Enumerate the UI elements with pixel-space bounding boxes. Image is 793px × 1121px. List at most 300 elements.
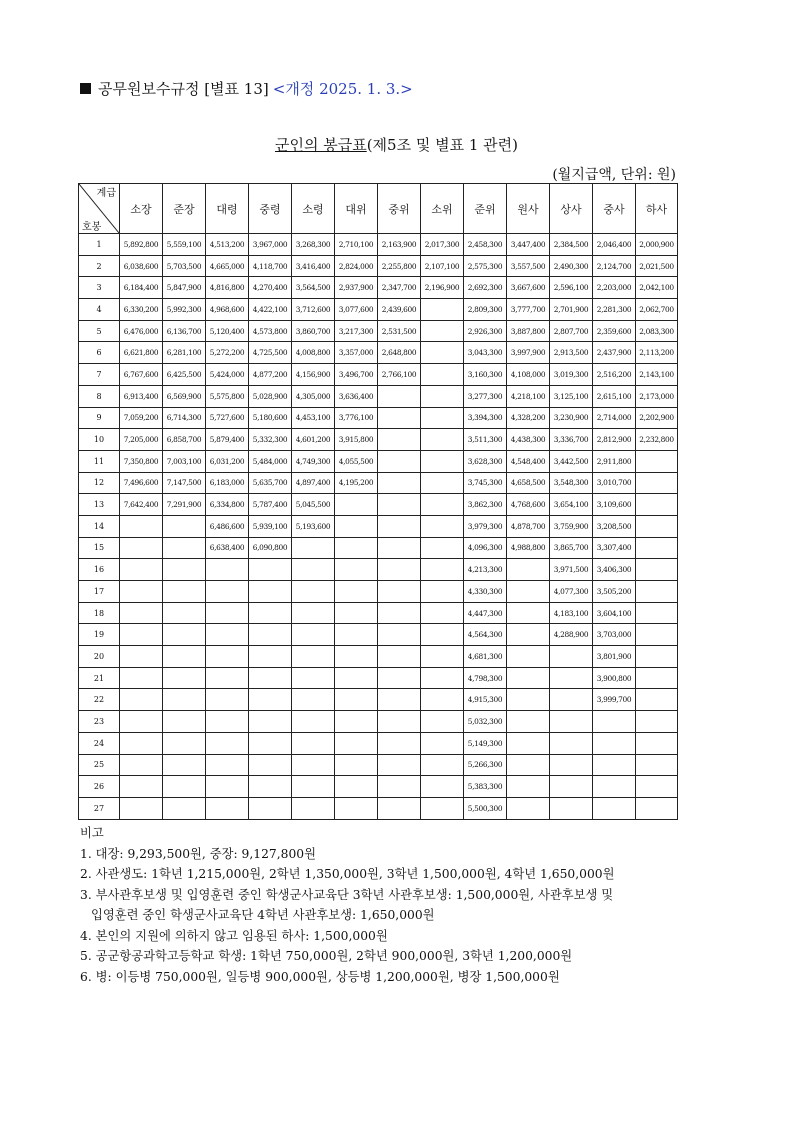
salary-cell xyxy=(120,732,163,754)
salary-cell: 3,208,500 xyxy=(593,515,636,537)
salary-cell: 4,183,100 xyxy=(550,602,593,624)
table-row xyxy=(79,537,678,559)
salary-cell xyxy=(550,689,593,711)
table-row xyxy=(79,581,678,603)
salary-cell xyxy=(421,494,464,516)
salary-cell: 2,531,500 xyxy=(378,320,421,342)
note-item-3-continued: 입영훈련 중인 학생군사교육단 4학년 사관후보생: 1,650,000원 xyxy=(91,908,435,922)
salary-cell xyxy=(378,797,421,819)
salary-cell xyxy=(636,450,678,472)
salary-cell: 2,458,300 xyxy=(464,234,507,256)
salary-cell: 5,424,000 xyxy=(206,364,249,386)
salary-cell: 4,156,900 xyxy=(292,364,335,386)
salary-cell: 7,496,600 xyxy=(120,472,163,494)
salary-cell: 7,291,900 xyxy=(163,494,206,516)
salary-cell xyxy=(421,689,464,711)
salary-cell: 2,596,100 xyxy=(550,277,593,299)
salary-cell xyxy=(120,515,163,537)
salary-cell xyxy=(636,711,678,733)
salary-cell xyxy=(636,754,678,776)
salary-cell: 5,266,300 xyxy=(464,754,507,776)
salary-cell: 6,334,800 xyxy=(206,494,249,516)
table-row xyxy=(79,689,678,711)
note-item-5: 5. 공군항공과학고등학교 학생: 1학년 750,000원, 2학년 900,000원, 3학년 1,200,000원 xyxy=(80,949,573,963)
salary-cell: 4,897,400 xyxy=(292,472,335,494)
salary-cell xyxy=(421,602,464,624)
salary-cell xyxy=(292,711,335,733)
table-row xyxy=(79,342,678,364)
step-cell: 15 xyxy=(79,537,120,559)
step-cell: 1 xyxy=(79,234,120,256)
salary-cell xyxy=(636,581,678,603)
salary-cell: 3,336,700 xyxy=(550,429,593,451)
step-cell: 27 xyxy=(79,797,120,819)
salary-cell: 5,992,300 xyxy=(163,299,206,321)
table-row xyxy=(79,711,678,733)
salary-cell xyxy=(378,515,421,537)
salary-cell: 4,270,400 xyxy=(249,277,292,299)
salary-cell: 3,160,300 xyxy=(464,364,507,386)
salary-cell: 3,667,600 xyxy=(507,277,550,299)
salary-cell xyxy=(249,602,292,624)
salary-cell: 4,681,300 xyxy=(464,646,507,668)
salary-cell: 3,406,300 xyxy=(593,559,636,581)
salary-cell: 3,759,900 xyxy=(550,515,593,537)
salary-cell: 3,712,600 xyxy=(292,299,335,321)
salary-cell xyxy=(636,624,678,646)
salary-cell xyxy=(507,732,550,754)
salary-cell xyxy=(206,624,249,646)
salary-cell xyxy=(335,646,378,668)
table-row xyxy=(79,776,678,798)
unit-note: (월지급액, 단위: 원) xyxy=(552,167,676,183)
salary-cell xyxy=(292,646,335,668)
salary-cell xyxy=(163,602,206,624)
salary-cell xyxy=(550,646,593,668)
step-cell: 2 xyxy=(79,255,120,277)
step-cell: 14 xyxy=(79,515,120,537)
salary-cell: 2,173,000 xyxy=(636,385,678,407)
salary-cell: 3,887,800 xyxy=(507,320,550,342)
salary-cell xyxy=(550,797,593,819)
salary-cell: 6,476,000 xyxy=(120,320,163,342)
salary-cell: 4,453,100 xyxy=(292,407,335,429)
salary-cell xyxy=(335,494,378,516)
salary-cell xyxy=(636,776,678,798)
salary-cell: 3,604,100 xyxy=(593,602,636,624)
table-row xyxy=(79,234,678,256)
black-square-icon xyxy=(80,83,91,94)
table-row xyxy=(79,602,678,624)
salary-cell xyxy=(206,581,249,603)
document-header xyxy=(80,78,413,99)
salary-cell: 3,217,300 xyxy=(335,320,378,342)
salary-cell xyxy=(335,754,378,776)
salary-cell: 2,062,700 xyxy=(636,299,678,321)
rank-header: 대위 xyxy=(335,184,378,234)
salary-cell xyxy=(507,797,550,819)
step-cell: 10 xyxy=(79,429,120,451)
salary-cell xyxy=(421,450,464,472)
salary-cell: 2,437,900 xyxy=(593,342,636,364)
salary-cell: 6,330,200 xyxy=(120,299,163,321)
salary-cell xyxy=(421,472,464,494)
salary-cell: 7,147,500 xyxy=(163,472,206,494)
salary-cell xyxy=(507,602,550,624)
salary-cell: 3,745,300 xyxy=(464,472,507,494)
salary-cell xyxy=(249,754,292,776)
salary-cell xyxy=(249,711,292,733)
salary-cell: 3,277,300 xyxy=(464,385,507,407)
rank-header: 중위 xyxy=(378,184,421,234)
salary-cell xyxy=(335,776,378,798)
note-item-1: 1. 대장: 9,293,500원, 중장: 9,127,800원 xyxy=(80,846,317,861)
salary-cell: 2,439,600 xyxy=(378,299,421,321)
salary-cell: 4,077,300 xyxy=(550,581,593,603)
table-row xyxy=(79,255,678,277)
salary-cell: 5,272,200 xyxy=(206,342,249,364)
salary-cell: 3,979,300 xyxy=(464,515,507,537)
salary-cell: 6,090,800 xyxy=(249,537,292,559)
step-cell: 17 xyxy=(79,581,120,603)
salary-cell: 2,255,800 xyxy=(378,255,421,277)
salary-cell xyxy=(163,646,206,668)
salary-cell: 2,824,000 xyxy=(335,255,378,277)
salary-cell: 5,120,400 xyxy=(206,320,249,342)
salary-cell xyxy=(120,537,163,559)
salary-cell: 2,766,100 xyxy=(378,364,421,386)
step-cell: 4 xyxy=(79,299,120,321)
salary-cell: 3,865,700 xyxy=(550,537,593,559)
salary-cell xyxy=(120,754,163,776)
salary-cell: 3,043,300 xyxy=(464,342,507,364)
notes-section xyxy=(80,823,614,987)
salary-cell xyxy=(636,646,678,668)
salary-cell: 6,136,700 xyxy=(163,320,206,342)
salary-cell: 4,213,300 xyxy=(464,559,507,581)
salary-cell: 2,913,500 xyxy=(550,342,593,364)
note-item-2: 2. 사관생도: 1학년 1,215,000원, 2학년 1,350,000원, 3학년 1,500,000원, 4학년 1,650,000원 xyxy=(80,867,615,881)
table-row xyxy=(79,429,678,451)
salary-cell xyxy=(421,624,464,646)
salary-cell: 7,350,800 xyxy=(120,450,163,472)
salary-cell: 2,648,800 xyxy=(378,342,421,364)
rank-header: 준장 xyxy=(163,184,206,234)
corner-rank-label: 계급 xyxy=(96,188,116,199)
rank-header: 하사 xyxy=(636,184,678,234)
salary-cell: 4,725,500 xyxy=(249,342,292,364)
salary-cell xyxy=(120,624,163,646)
salary-cell: 5,500,300 xyxy=(464,797,507,819)
salary-cell: 5,045,500 xyxy=(292,494,335,516)
salary-cell xyxy=(378,581,421,603)
salary-cell xyxy=(120,581,163,603)
salary-cell xyxy=(378,450,421,472)
salary-cell xyxy=(206,776,249,798)
salary-cell xyxy=(507,711,550,733)
salary-cell xyxy=(163,624,206,646)
salary-cell: 2,692,300 xyxy=(464,277,507,299)
salary-cell xyxy=(421,732,464,754)
notes-heading: 비고 xyxy=(80,826,104,840)
salary-cell: 3,654,100 xyxy=(550,494,593,516)
step-cell: 18 xyxy=(79,602,120,624)
salary-cell: 2,575,300 xyxy=(464,255,507,277)
salary-cell xyxy=(292,667,335,689)
salary-cell xyxy=(378,429,421,451)
salary-cell xyxy=(507,581,550,603)
salary-cell xyxy=(163,689,206,711)
salary-cell: 3,862,300 xyxy=(464,494,507,516)
salary-cell xyxy=(378,754,421,776)
pay-table xyxy=(78,183,678,820)
salary-cell xyxy=(206,646,249,668)
salary-cell xyxy=(163,667,206,689)
salary-cell: 3,777,700 xyxy=(507,299,550,321)
salary-cell: 2,911,800 xyxy=(593,450,636,472)
salary-cell xyxy=(421,776,464,798)
salary-cell xyxy=(421,667,464,689)
salary-cell xyxy=(378,602,421,624)
salary-cell: 6,621,800 xyxy=(120,342,163,364)
step-cell: 16 xyxy=(79,559,120,581)
salary-cell xyxy=(378,407,421,429)
table-title-suffix: (제5조 및 별표 1 관련) xyxy=(366,136,518,154)
table-row xyxy=(79,494,678,516)
salary-cell xyxy=(636,472,678,494)
salary-cell: 4,195,200 xyxy=(335,472,378,494)
salary-cell xyxy=(636,515,678,537)
salary-cell: 4,768,600 xyxy=(507,494,550,516)
table-row xyxy=(79,754,678,776)
salary-cell: 4,008,800 xyxy=(292,342,335,364)
salary-cell xyxy=(249,667,292,689)
salary-cell xyxy=(507,776,550,798)
salary-cell: 5,939,100 xyxy=(249,515,292,537)
salary-cell xyxy=(163,537,206,559)
salary-cell xyxy=(378,537,421,559)
salary-cell xyxy=(163,797,206,819)
salary-cell xyxy=(507,646,550,668)
salary-cell: 5,028,900 xyxy=(249,385,292,407)
salary-cell: 2,042,100 xyxy=(636,277,678,299)
salary-cell xyxy=(163,581,206,603)
salary-cell xyxy=(550,732,593,754)
salary-cell xyxy=(636,732,678,754)
salary-cell xyxy=(593,797,636,819)
salary-cell: 2,937,900 xyxy=(335,277,378,299)
note-item-4: 4. 본인의 지원에 의하지 않고 임용된 하사: 1,500,000원 xyxy=(80,928,388,943)
salary-cell xyxy=(507,667,550,689)
salary-cell: 7,642,400 xyxy=(120,494,163,516)
salary-cell: 2,202,900 xyxy=(636,407,678,429)
step-cell: 9 xyxy=(79,407,120,429)
step-cell: 5 xyxy=(79,320,120,342)
salary-cell: 2,000,900 xyxy=(636,234,678,256)
salary-cell: 3,628,300 xyxy=(464,450,507,472)
salary-cell xyxy=(120,711,163,733)
salary-cell xyxy=(507,689,550,711)
salary-cell xyxy=(120,602,163,624)
salary-cell: 2,714,000 xyxy=(593,407,636,429)
salary-cell: 4,601,200 xyxy=(292,429,335,451)
salary-cell xyxy=(163,754,206,776)
salary-cell: 2,809,300 xyxy=(464,299,507,321)
salary-cell: 4,816,800 xyxy=(206,277,249,299)
salary-cell: 2,281,300 xyxy=(593,299,636,321)
salary-cell: 5,635,700 xyxy=(249,472,292,494)
salary-cell: 5,149,300 xyxy=(464,732,507,754)
salary-cell xyxy=(292,559,335,581)
salary-cell: 4,915,300 xyxy=(464,689,507,711)
salary-cell xyxy=(120,667,163,689)
salary-cell: 4,288,900 xyxy=(550,624,593,646)
salary-cell xyxy=(292,754,335,776)
salary-cell xyxy=(421,342,464,364)
salary-cell: 2,083,300 xyxy=(636,320,678,342)
salary-cell: 5,180,600 xyxy=(249,407,292,429)
salary-cell: 2,490,300 xyxy=(550,255,593,277)
table-row xyxy=(79,320,678,342)
salary-cell: 3,703,000 xyxy=(593,624,636,646)
salary-cell xyxy=(378,472,421,494)
salary-cell xyxy=(206,667,249,689)
salary-cell: 5,847,900 xyxy=(163,277,206,299)
salary-cell xyxy=(206,797,249,819)
salary-cell xyxy=(120,559,163,581)
salary-cell xyxy=(550,667,593,689)
salary-cell xyxy=(378,776,421,798)
step-cell: 12 xyxy=(79,472,120,494)
step-cell: 26 xyxy=(79,776,120,798)
salary-cell: 3,900,800 xyxy=(593,667,636,689)
salary-cell xyxy=(378,732,421,754)
salary-cell: 4,749,300 xyxy=(292,450,335,472)
salary-cell: 2,359,600 xyxy=(593,320,636,342)
table-row xyxy=(79,364,678,386)
salary-cell xyxy=(120,689,163,711)
salary-cell xyxy=(335,711,378,733)
step-cell: 6 xyxy=(79,342,120,364)
salary-cell: 3,442,500 xyxy=(550,450,593,472)
step-cell: 21 xyxy=(79,667,120,689)
salary-cell: 3,860,700 xyxy=(292,320,335,342)
salary-cell xyxy=(636,602,678,624)
salary-cell: 3,564,500 xyxy=(292,277,335,299)
salary-cell: 3,511,300 xyxy=(464,429,507,451)
salary-cell xyxy=(550,754,593,776)
step-cell: 22 xyxy=(79,689,120,711)
salary-cell: 5,559,100 xyxy=(163,234,206,256)
salary-cell xyxy=(335,667,378,689)
table-row xyxy=(79,385,678,407)
salary-cell: 3,394,300 xyxy=(464,407,507,429)
step-cell: 25 xyxy=(79,754,120,776)
salary-cell xyxy=(421,537,464,559)
salary-cell: 2,017,300 xyxy=(421,234,464,256)
salary-cell xyxy=(378,711,421,733)
salary-cell xyxy=(507,624,550,646)
salary-cell xyxy=(421,581,464,603)
salary-cell: 2,113,200 xyxy=(636,342,678,364)
salary-cell xyxy=(163,559,206,581)
salary-cell: 2,196,900 xyxy=(421,277,464,299)
salary-cell xyxy=(335,689,378,711)
salary-cell xyxy=(163,515,206,537)
salary-cell xyxy=(593,711,636,733)
salary-cell xyxy=(593,732,636,754)
salary-cell: 4,878,700 xyxy=(507,515,550,537)
salary-cell: 4,564,300 xyxy=(464,624,507,646)
rank-header: 중사 xyxy=(593,184,636,234)
rank-header: 소장 xyxy=(120,184,163,234)
salary-cell: 3,636,400 xyxy=(335,385,378,407)
salary-cell xyxy=(335,624,378,646)
note-item-6: 6. 병: 이등병 750,000원, 일등병 900,000원, 상등병 1,200,000원, 병장 1,500,000원 xyxy=(80,969,560,984)
salary-cell xyxy=(249,646,292,668)
salary-cell: 4,055,500 xyxy=(335,450,378,472)
salary-cell: 4,108,000 xyxy=(507,364,550,386)
salary-cell: 6,183,000 xyxy=(206,472,249,494)
salary-cell: 5,879,400 xyxy=(206,429,249,451)
salary-cell: 5,892,800 xyxy=(120,234,163,256)
salary-cell: 3,776,100 xyxy=(335,407,378,429)
salary-cell xyxy=(378,494,421,516)
salary-cell: 5,727,600 xyxy=(206,407,249,429)
salary-cell: 4,798,300 xyxy=(464,667,507,689)
salary-cell: 5,484,000 xyxy=(249,450,292,472)
salary-cell: 4,548,400 xyxy=(507,450,550,472)
salary-cell: 6,569,900 xyxy=(163,385,206,407)
salary-cell: 2,384,500 xyxy=(550,234,593,256)
salary-cell xyxy=(378,385,421,407)
salary-cell xyxy=(206,732,249,754)
salary-cell xyxy=(421,559,464,581)
salary-cell: 4,218,100 xyxy=(507,385,550,407)
table-row xyxy=(79,450,678,472)
note-item-3: 3. 부사관후보생 및 입영훈련 중인 학생군사교육단 3학년 사관후보생: 1,500,000원, 사관후보생 및 xyxy=(80,887,614,902)
salary-cell xyxy=(249,797,292,819)
table-row xyxy=(79,515,678,537)
salary-cell xyxy=(550,776,593,798)
salary-cell: 5,032,300 xyxy=(464,711,507,733)
salary-cell: 6,913,400 xyxy=(120,385,163,407)
salary-cell xyxy=(378,646,421,668)
salary-cell xyxy=(421,407,464,429)
salary-cell xyxy=(593,754,636,776)
salary-cell: 4,513,200 xyxy=(206,234,249,256)
salary-cell xyxy=(206,711,249,733)
salary-cell: 2,203,000 xyxy=(593,277,636,299)
salary-cell: 6,425,500 xyxy=(163,364,206,386)
salary-cell: 2,615,100 xyxy=(593,385,636,407)
salary-cell xyxy=(206,754,249,776)
salary-cell: 3,416,400 xyxy=(292,255,335,277)
rank-header: 대령 xyxy=(206,184,249,234)
step-cell: 11 xyxy=(79,450,120,472)
amendment-note: <개정 2025. 1. 3.> xyxy=(272,80,413,98)
salary-cell: 5,703,500 xyxy=(163,255,206,277)
salary-cell: 4,438,300 xyxy=(507,429,550,451)
salary-cell: 4,305,000 xyxy=(292,385,335,407)
salary-cell: 4,330,300 xyxy=(464,581,507,603)
salary-cell: 5,575,800 xyxy=(206,385,249,407)
salary-cell: 5,332,300 xyxy=(249,429,292,451)
table-title-main: 군인의 봉급표 xyxy=(274,136,367,154)
rank-header: 소령 xyxy=(292,184,335,234)
salary-cell: 6,281,100 xyxy=(163,342,206,364)
table-row xyxy=(79,407,678,429)
